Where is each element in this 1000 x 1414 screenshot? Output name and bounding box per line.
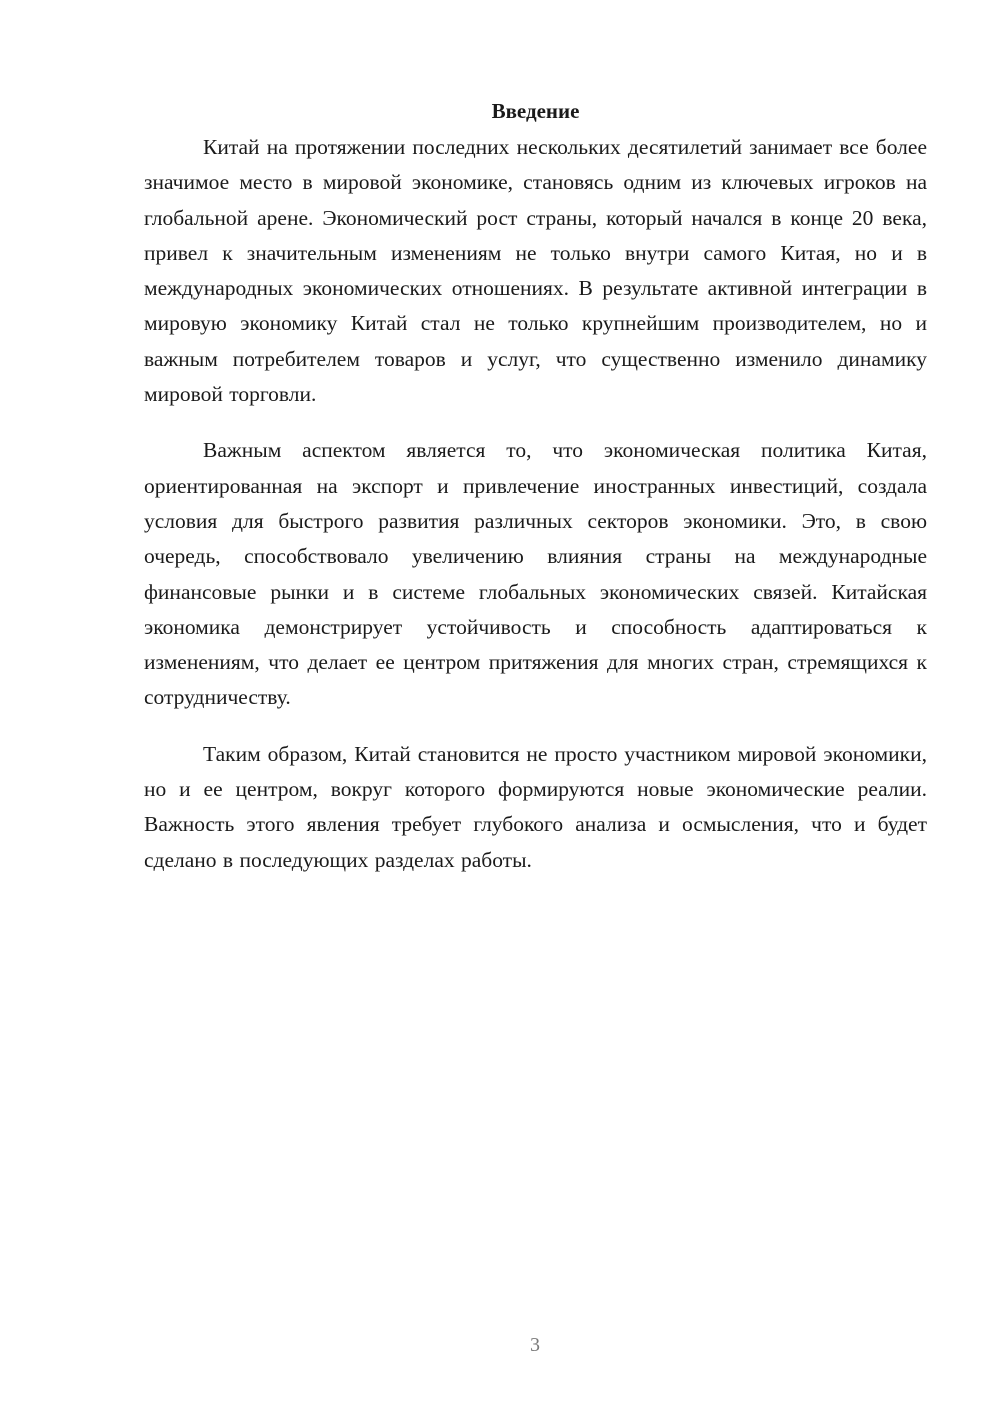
paragraph-1: Китай на протяжении последних нескольких десятилетий занимает все более значимое место в мировой экономике, становясь одним из ключевых игроков на глобальной арене. Экономический рост страны, который начался в конце 20 века, привел к значительным изменениям не только внутри самого Китая, но и в международных экономических отношениях. В результате активной интеграции в мировую экономику Китай стал не только крупнейшим производителем, но и важным потребителем товаров и услуг, что существенно изменило динамику мировой торговли.: [144, 135, 927, 407]
paragraph-2: Важным аспектом является то, что экономическая политика Китая, ориентированная на экспорт и привлечение иностранных инвестиций, создала условия для быстрого развития различных секторов экономики. Это, в свою очередь, способствовало увеличению влияния страны на международные финансовые рынки и в системе глобальных экономических связей. Китайская экономика демонстрирует устойчивость и способность адаптироваться к изменениям, что делает ее центром притяжения для многих стран, стремящихся к сотрудничеству.: [144, 438, 927, 710]
page-number: 3: [530, 1334, 540, 1356]
paragraph-3: Таким образом, Китай становится не просто участником мировой экономики, но и ее центром, вокруг которого формируются новые экономические реалии. Важность этого явления требует глубокого анализа и осмысления, что и будет сделано в последующих разделах работы.: [144, 741, 927, 872]
page-body: [144, 96, 927, 899]
section-heading: Введение: [491, 99, 580, 123]
